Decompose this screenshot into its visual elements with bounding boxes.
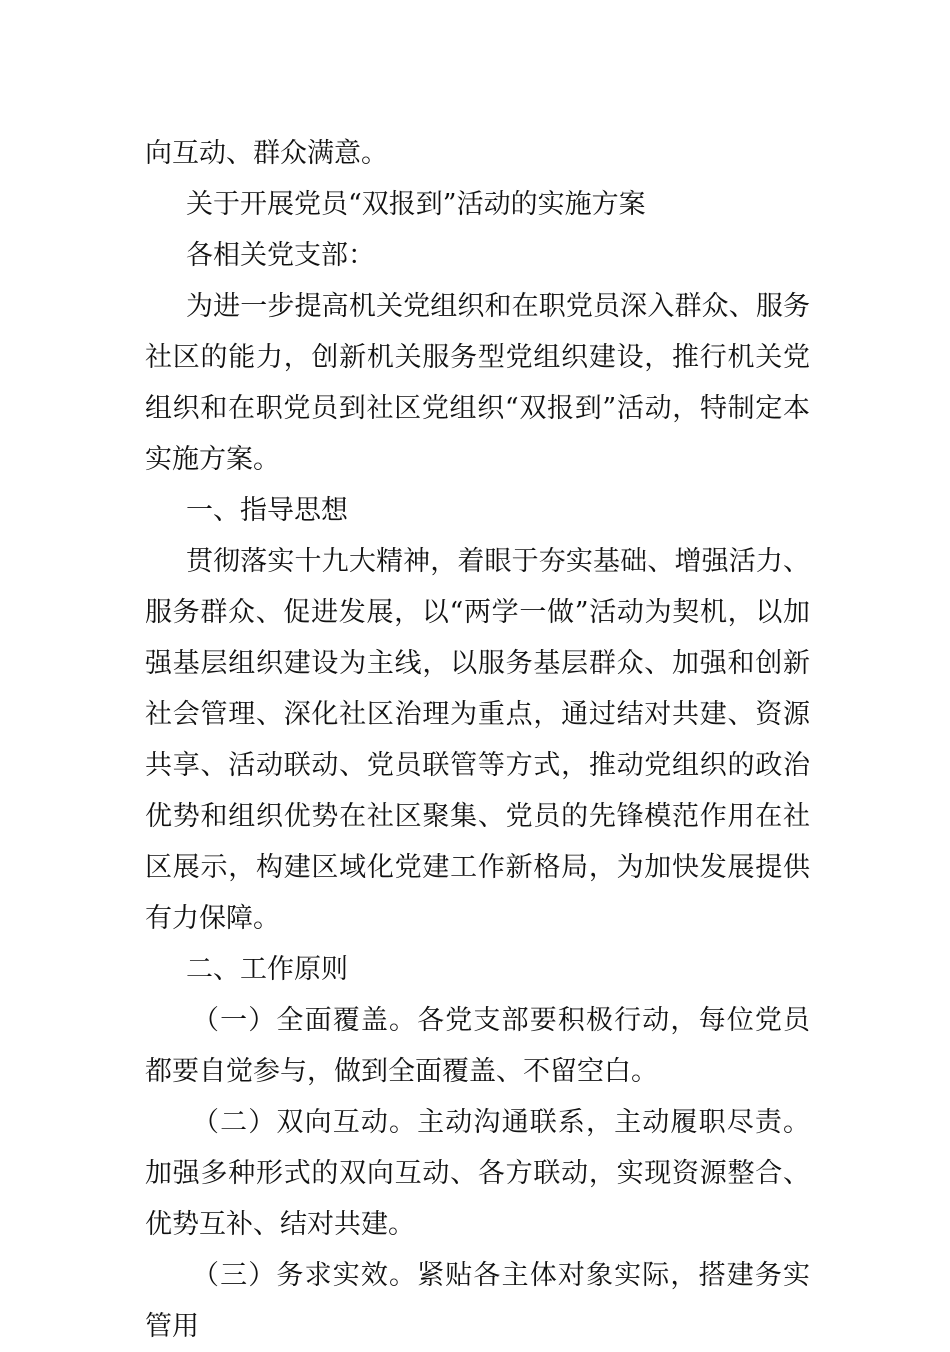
intro-paragraph: 为进一步提高机关党组织和在职党员深入群众、服务社区的能力，创新机关服务型党组织建设，推行机关党组织和在职党员到社区党组织“双报到”活动，特制定本实施方案。 — [145, 291, 810, 475]
document-body — [145, 128, 810, 1352]
principle-full-coverage: （一）全面覆盖。各党支部要积极行动，每位党员都要自觉参与，做到全面覆盖、不留空白。 — [145, 1005, 810, 1087]
paragraph-continuation: 向互动、群众满意。 — [145, 138, 388, 169]
section-heading-work-principles: 二、工作原则 — [186, 954, 348, 985]
guiding-ideology-paragraph: 贯彻落实十九大精神，着眼于夯实基础、增强活力、服务群众、促进发展，以“两学一做”活动为契机，以加强基层组织建设为主线，以服务基层群众、加强和创新社会管理、深化社区治理为重点，通过结对共建、资源共享、活动联动、党员联管等方式，推动党组织的政治优势和组织优势在社区聚集、党员的先锋模范作用在社区展示，构建区域化党建工作新格局，为加快发展提供有力保障。 — [145, 546, 810, 934]
document-title: 关于开展党员“双报到”活动的实施方案 — [186, 189, 646, 220]
salutation: 各相关党支部： — [186, 240, 375, 271]
section-heading-guiding-ideology: 一、指导思想 — [186, 495, 348, 526]
principle-two-way-interaction: （二）双向互动。主动沟通联系，主动履职尽责。加强多种形式的双向互动、各方联动，实现资源整合、优势互补、结对共建。 — [145, 1107, 810, 1240]
principle-practical-results: （三）务求实效。紧贴各主体对象实际，搭建务实管用 — [145, 1260, 810, 1342]
